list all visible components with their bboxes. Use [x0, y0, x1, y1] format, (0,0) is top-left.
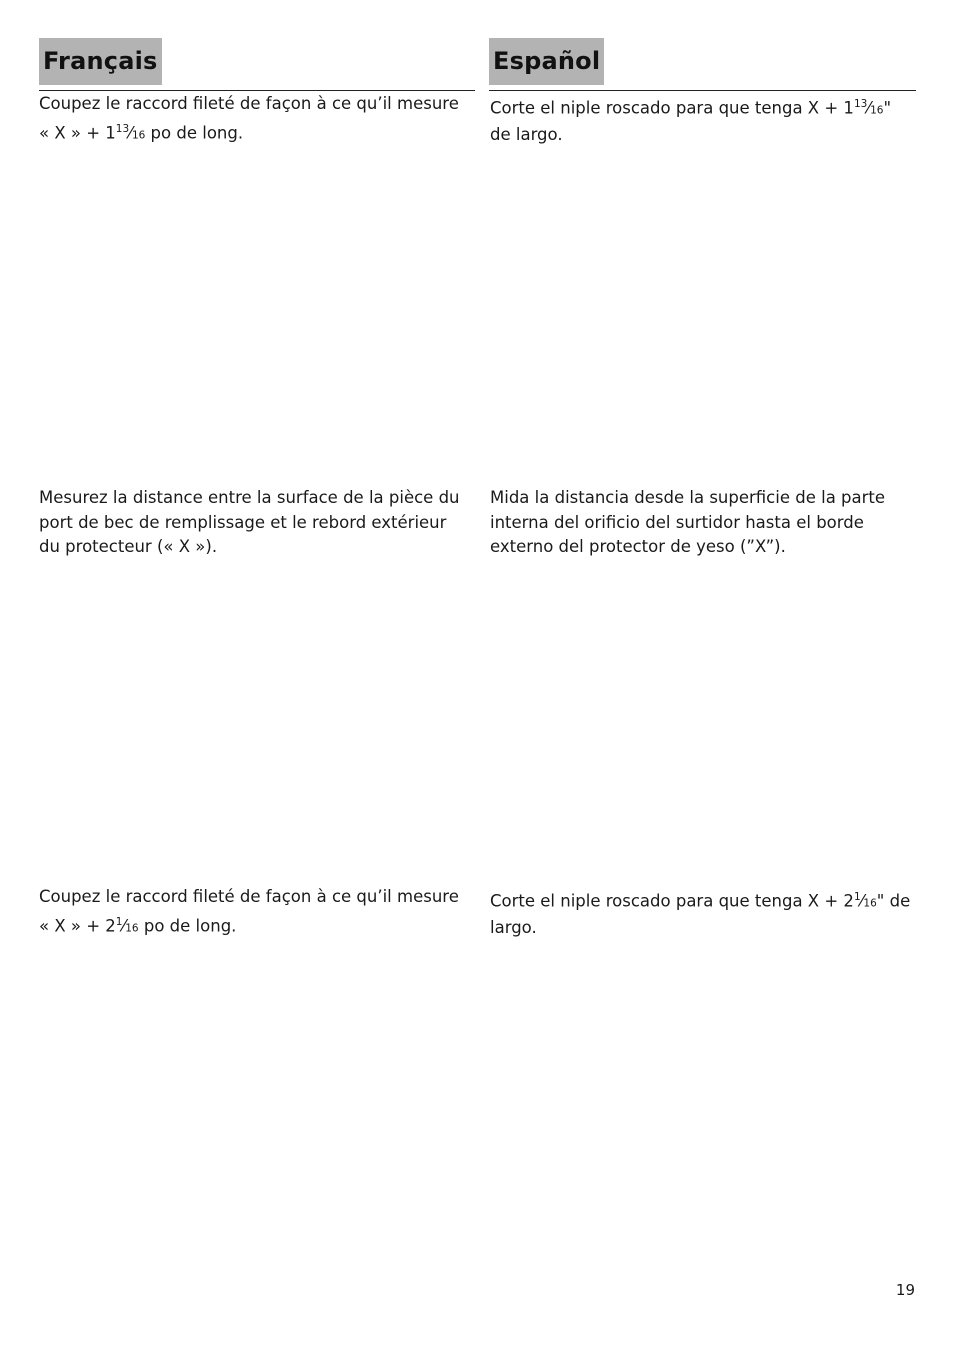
- french-step-3-frac-den: 16: [125, 922, 139, 934]
- spanish-step-1-text-after: " de largo.: [490, 98, 892, 144]
- french-step-measure-distance: Mesurez la distance entre la surface de la pièce du port de bec de remplissage et le rebord extérieur du protecteur (« X »).: [39, 488, 460, 556]
- french-step-1-text-before: Coupez le raccord fileté de façon à ce qu’il mesure « X » + 1: [39, 94, 459, 142]
- french-header-rule: [39, 90, 475, 91]
- spanish-step-cut-nipple-2: Corte el niple roscado para que tenga $X + 2^1⁄16$" de largo.: [490, 891, 911, 937]
- french-step-1-text-after: po de long.: [145, 123, 244, 142]
- spanish-step-1-text-before: Corte el niple roscado para que tenga X + 1: [490, 98, 854, 118]
- spanish-heading: Español: [489, 38, 604, 85]
- spanish-step-1-frac-num: 13: [853, 98, 868, 110]
- french-column-header: [39, 38, 465, 85]
- spanish-step-1-frac-den: 16: [870, 104, 884, 117]
- spanish-step-3-frac-den: 16: [863, 897, 877, 910]
- spanish-step-measure-distance: Mida la distancia desde la superficie de la parte interna del orificio del surtidor hasta el borde externo del protector de yeso (”X”).: [490, 488, 886, 556]
- spanish-header-rule: [489, 90, 916, 91]
- spanish-step-3-text-before: Corte el niple roscado para que tenga X + 2: [490, 891, 854, 911]
- french-step-3-frac-num: 1: [115, 915, 123, 928]
- page-number: 19: [895, 1281, 915, 1299]
- french-step-1-frac-num: 13: [115, 122, 130, 135]
- french-heading: Français: [39, 38, 162, 85]
- spanish-step-cut-nipple-1: Corte el niple roscado para que tenga $X + 1^{13}⁄16$" de largo.: [490, 98, 892, 144]
- french-step-3-text-before: Coupez le raccord fileté de façon à ce qu’il mesure « X » + 2: [39, 887, 459, 935]
- spanish-step-3-frac-num: 1: [853, 891, 861, 903]
- french-step-cut-nipple-2: Coupez le raccord fileté de façon à ce qu’il mesure « X » + $2^1⁄16$ po de long.: [39, 887, 459, 935]
- french-step-cut-nipple-1: Coupez le raccord fileté de façon à ce qu’il mesure « X » + $1^{13}⁄16$ po de long.: [39, 94, 459, 142]
- french-step-1-frac-den: 16: [131, 129, 146, 141]
- spanish-column-header: [489, 38, 916, 85]
- spanish-step-3-text-after: " de largo.: [490, 891, 911, 937]
- french-step-3-text-after: po de long.: [138, 916, 237, 935]
